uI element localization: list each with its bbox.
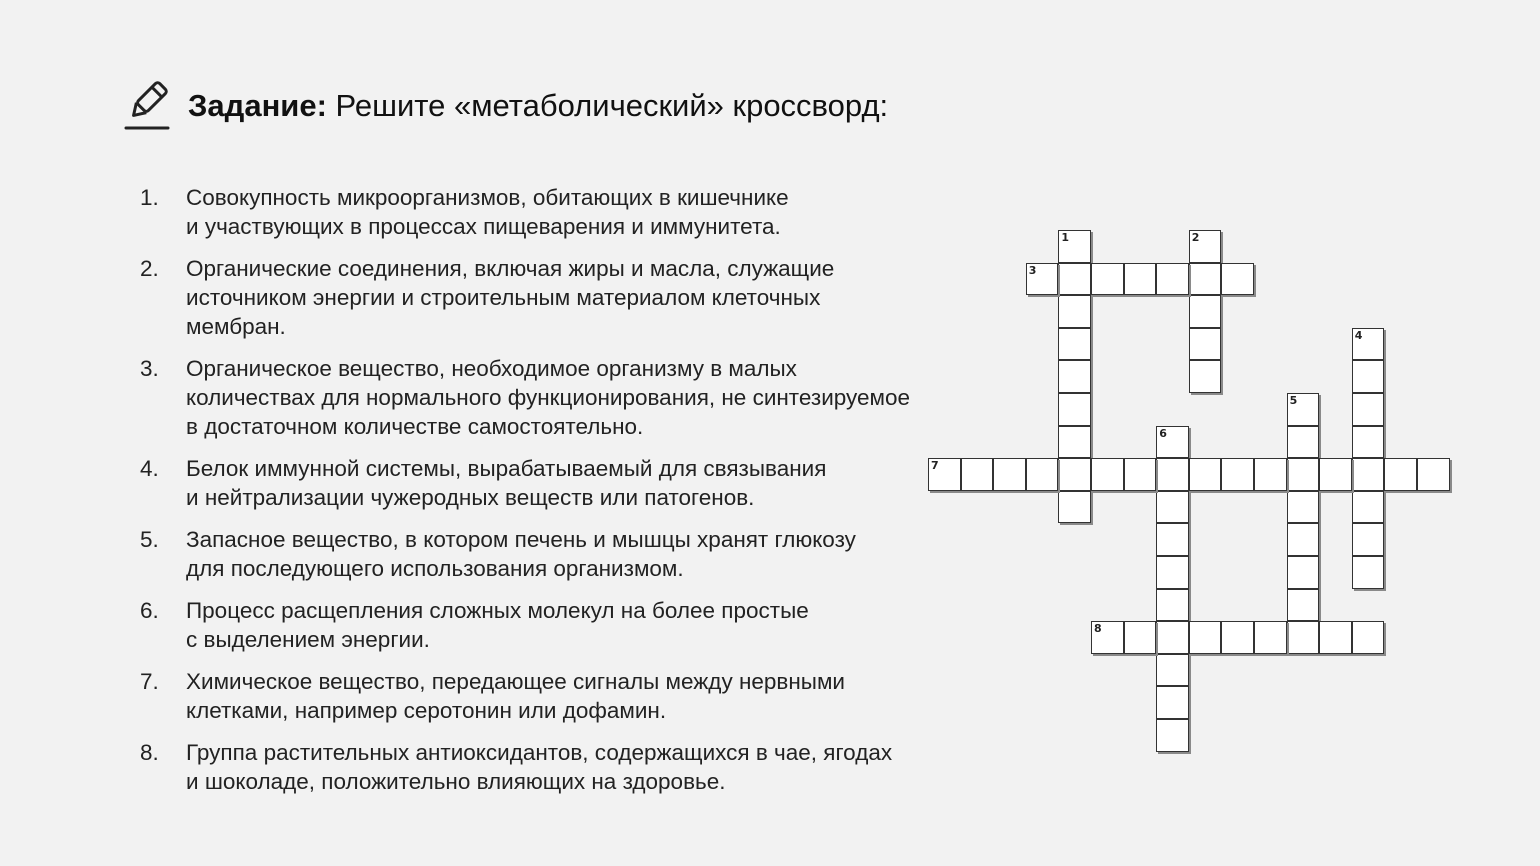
crossword-cell[interactable] [1352, 621, 1385, 654]
crossword-cell[interactable] [1352, 458, 1385, 491]
crossword-cell[interactable] [1058, 230, 1091, 263]
crossword-cell[interactable] [1352, 426, 1385, 459]
clue-number-label: 7 [931, 459, 939, 473]
clue-text-line: Органические соединения, включая жиры и масла, служащие [186, 256, 835, 281]
clue-text-line: клетками, например серотонин или дофамин. [186, 698, 667, 723]
crossword-cell[interactable] [1156, 556, 1189, 589]
crossword-cell[interactable] [1189, 360, 1222, 393]
crossword-cell[interactable] [1189, 230, 1222, 263]
clue-text-line: мембран. [186, 314, 286, 339]
crossword-cell[interactable] [1156, 589, 1189, 622]
clue-text [186, 354, 970, 441]
clue-item [140, 254, 970, 341]
crossword-cell[interactable] [1124, 458, 1157, 491]
crossword-cell[interactable] [1254, 621, 1287, 654]
clue-number: 4. [140, 456, 159, 481]
crossword-cell[interactable] [1156, 263, 1189, 296]
clue-text-line: Запасное вещество, в котором печень и мышцы хранят глюкозу [186, 527, 856, 552]
crossword-cell[interactable] [1058, 393, 1091, 426]
clue-text-line: количествах для нормального функционирования, не синтезируемое [186, 385, 911, 410]
crossword-cell[interactable] [1124, 621, 1157, 654]
clue-number-label: 3 [1028, 263, 1037, 277]
clue-item [140, 596, 970, 654]
crossword-cell[interactable] [1058, 360, 1091, 393]
crossword-cell[interactable] [1189, 458, 1222, 491]
clue-text-line: Совокупность микроорганизмов, обитающих в кишечнике [186, 185, 789, 210]
clue-number: 5. [140, 527, 159, 552]
crossword-cell[interactable] [1026, 263, 1059, 296]
clue-number-label: 6 [1159, 426, 1167, 440]
crossword-cell[interactable] [1189, 263, 1222, 296]
crossword-cell[interactable] [993, 458, 1026, 491]
title-label: Задание: [188, 88, 327, 123]
clue-number-label: 2 [1191, 231, 1200, 244]
crossword-cell[interactable] [1091, 621, 1124, 654]
crossword-cell[interactable] [1287, 458, 1320, 491]
crossword-cell[interactable] [1287, 589, 1320, 622]
crossword-cell[interactable] [1156, 523, 1189, 556]
clue-text [186, 738, 970, 796]
crossword-cell[interactable] [961, 458, 994, 491]
clue-text-line: Химическое вещество, передающее сигналы между нервными [186, 669, 845, 694]
crossword-cell[interactable] [1058, 458, 1091, 491]
crossword-cell[interactable] [1124, 263, 1157, 296]
crossword-cell[interactable] [1156, 621, 1189, 654]
clue-number: 7. [140, 669, 159, 694]
crossword-cell[interactable] [1287, 621, 1320, 654]
crossword-cell[interactable] [1156, 654, 1189, 687]
clue-text-line: Белок иммунной системы, вырабатываемый для связывания [186, 456, 827, 481]
crossword-cell[interactable] [1221, 263, 1254, 296]
clue-text-line: для последующего использования организмом. [186, 556, 684, 581]
crossword-cell[interactable] [1287, 426, 1320, 459]
crossword-cell[interactable] [1352, 393, 1385, 426]
clue-number: 1. [140, 185, 159, 210]
clue-number: 8. [140, 740, 159, 765]
crossword-cell[interactable] [1026, 458, 1059, 491]
crossword-cell[interactable] [1352, 556, 1385, 589]
clue-list [140, 183, 970, 809]
title-text: Решите «метаболический» кроссворд: [326, 88, 889, 123]
crossword-cell[interactable] [1156, 458, 1189, 491]
clue-text-line: Органическое вещество, необходимое организму в малых [186, 356, 797, 381]
clue-number-label: 4 [1354, 328, 1363, 342]
crossword-cell[interactable] [1417, 458, 1450, 491]
clue-text-line: и шоколаде, положительно влияющих на здоровье. [186, 769, 726, 794]
clue-text [186, 525, 970, 583]
crossword-cell[interactable] [1058, 426, 1091, 459]
crossword-cell[interactable] [1319, 458, 1352, 491]
crossword-cell[interactable] [1091, 458, 1124, 491]
clue-text-line: Группа растительных антиоксидантов, содержащихся в чае, ягодах [186, 740, 893, 765]
clue-text [186, 254, 970, 341]
task-header [124, 80, 888, 132]
clue-item [140, 354, 970, 441]
clue-number: 6. [140, 598, 159, 623]
crossword-cell[interactable] [1058, 263, 1091, 296]
clue-item [140, 525, 970, 583]
crossword-cell[interactable] [1352, 523, 1385, 556]
crossword-cell[interactable] [1058, 328, 1091, 361]
crossword-cell[interactable] [1221, 458, 1254, 491]
clue-number-label: 5 [1289, 394, 1298, 407]
pencil-icon [124, 80, 170, 132]
crossword-cell[interactable] [1384, 458, 1417, 491]
clue-text-line: Процесс расщепления сложных молекул на более простые [186, 598, 809, 623]
crossword-cell[interactable] [1254, 458, 1287, 491]
crossword-cell[interactable] [1156, 686, 1189, 719]
clue-text-line: с выделением энергии. [186, 627, 430, 652]
clue-text-line: и участвующих в процессах пищеварения и иммунитета. [186, 214, 781, 239]
crossword-cell[interactable] [1058, 295, 1091, 328]
clue-text-line: и нейтрализации чужеродных веществ или патогенов. [186, 485, 755, 510]
clue-item [140, 454, 970, 512]
crossword-cell[interactable] [1058, 491, 1091, 524]
clue-number: 2. [140, 256, 159, 281]
crossword-cell[interactable] [1189, 621, 1222, 654]
clue-text-line: источником энергии и строительным материалом клеточных [186, 285, 821, 310]
crossword-cell[interactable] [1189, 328, 1222, 361]
crossword-cell[interactable] [1352, 360, 1385, 393]
crossword-cell[interactable] [1156, 491, 1189, 524]
crossword-cell[interactable] [1287, 393, 1320, 426]
crossword-cell[interactable] [1287, 556, 1320, 589]
clue-text [186, 183, 970, 241]
clue-item [140, 738, 970, 796]
page-title [188, 88, 888, 124]
clue-text [186, 667, 970, 725]
clue-text [186, 596, 970, 654]
clue-text-line: в достаточном количестве самостоятельно. [186, 414, 644, 439]
crossword-cell[interactable] [1156, 719, 1189, 752]
clue-item [140, 667, 970, 725]
crossword-cell[interactable] [1221, 621, 1254, 654]
clue-number-label: 8 [1094, 622, 1102, 636]
crossword-cell[interactable] [1189, 295, 1222, 328]
crossword-cell[interactable] [1156, 426, 1189, 459]
clue-item [140, 183, 970, 241]
crossword-cell[interactable] [1352, 328, 1385, 361]
clue-number-label: 1 [1061, 231, 1070, 244]
clue-text [186, 454, 970, 512]
crossword-cell[interactable] [1091, 263, 1124, 296]
crossword-cell[interactable] [1287, 523, 1320, 556]
clue-number: 3. [140, 356, 159, 381]
crossword-cell[interactable] [928, 458, 961, 491]
crossword-cell[interactable] [1287, 491, 1320, 524]
crossword-cell[interactable] [1319, 621, 1352, 654]
crossword-cell[interactable] [1352, 491, 1385, 524]
